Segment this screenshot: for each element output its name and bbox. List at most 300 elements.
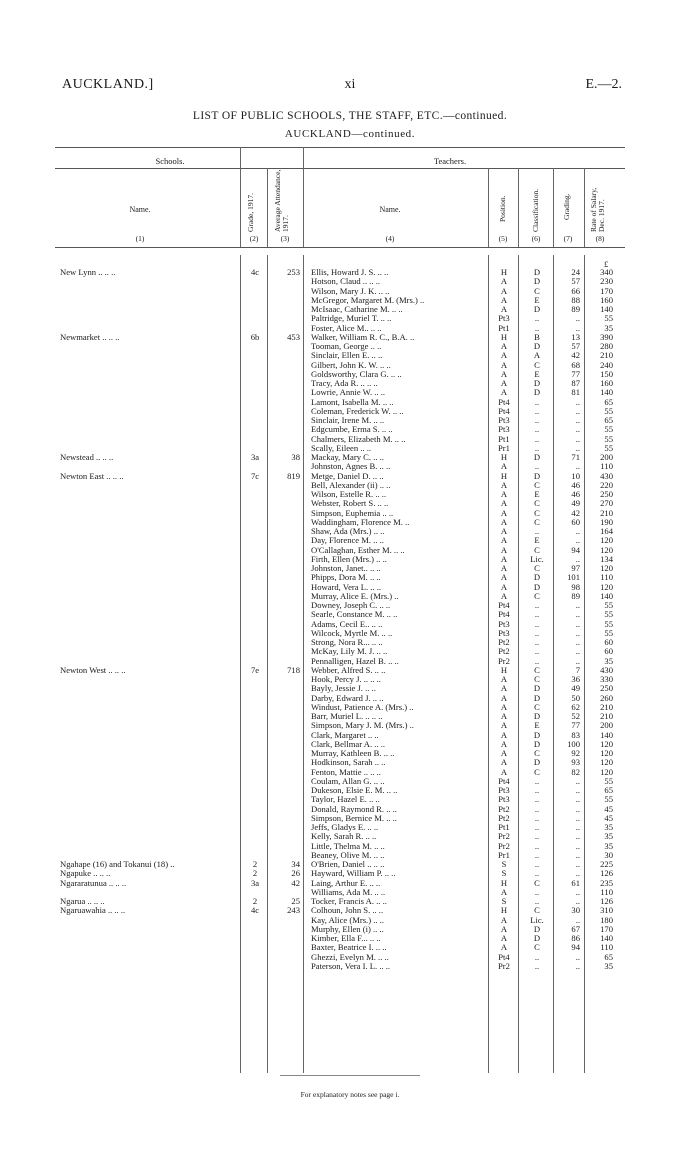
teacher-salary: 65 <box>604 396 613 407</box>
teacher-grading: .. <box>575 859 580 869</box>
teacher-position: H <box>500 877 508 888</box>
teacher-salary: 35 <box>604 655 613 666</box>
school-name: Ngaruawahia .. .. .. <box>60 906 126 916</box>
teacher-classification: E <box>534 294 540 305</box>
teacher-position: A <box>500 507 508 518</box>
teacher-classification: B <box>534 331 540 342</box>
teacher-salary: 120 <box>600 544 613 555</box>
teacher-name: Bell, Alexander (ii) .. .. <box>311 480 391 490</box>
teacher-name: Kimber, Ella F... .. .. <box>311 934 381 943</box>
table-row <box>0 694 700 703</box>
teacher-position: Pt3 <box>498 415 510 425</box>
teacher-position: Pt4 <box>498 775 510 786</box>
teacher-classification: C <box>534 498 540 509</box>
teacher-position: Pr1 <box>498 442 510 453</box>
table-row <box>0 416 700 425</box>
teacher-classification: A <box>533 350 541 361</box>
teacher-name: Lowrie, Annie W. .. .. <box>311 388 385 398</box>
teacher-position: A <box>500 581 508 592</box>
teacher-grading: 61 <box>571 877 580 888</box>
teacher-position: Pt4 <box>498 405 510 416</box>
table-row <box>0 305 700 314</box>
teacher-position: A <box>500 535 508 546</box>
teacher-name: Sinclair, Ellen E. .. .. <box>311 351 383 361</box>
teacher-salary: 55 <box>604 424 613 435</box>
table-row <box>0 731 700 740</box>
teacher-position: Pt2 <box>498 812 510 823</box>
teacher-classification: .. <box>534 646 540 657</box>
teacher-position: Pt4 <box>498 609 510 620</box>
teacher-salary: 60 <box>604 646 613 657</box>
teacher-position: Pt2 <box>498 637 510 647</box>
teacher-classification: D <box>533 581 541 592</box>
teacher-salary: 250 <box>600 683 613 694</box>
teacher-grading: 52 <box>571 711 580 721</box>
table-row <box>0 832 700 841</box>
teacher-grading: .. <box>575 461 580 472</box>
teacher-salary: 65 <box>604 415 613 425</box>
teacher-grading: .. <box>575 396 580 407</box>
school-grade: 3a <box>250 877 260 888</box>
table-row <box>0 361 700 370</box>
teacher-salary: 180 <box>600 914 613 925</box>
teacher-position: A <box>500 572 508 583</box>
table-row <box>0 629 700 638</box>
teacher-position: A <box>500 341 508 351</box>
teacher-classification: Lic. <box>530 914 544 925</box>
teacher-name: Hotson, Claud .. .. .. <box>311 277 380 287</box>
school-grade: 7e <box>250 664 260 675</box>
teacher-classification: C <box>534 359 540 370</box>
teacher-name: McKay, Lily M. J. .. .. <box>311 647 388 657</box>
table-row <box>0 814 700 823</box>
teacher-name: Paltridge, Muriel T. .. .. <box>311 314 392 324</box>
teacher-classification: C <box>534 877 540 888</box>
teacher-position: A <box>500 914 508 925</box>
table-row <box>0 583 700 592</box>
teacher-classification: D <box>533 683 541 694</box>
table-row <box>0 879 700 888</box>
teacher-classification: D <box>533 572 541 583</box>
teacher-grading: 50 <box>571 692 580 703</box>
teacher-position: H <box>500 267 508 277</box>
teacher-name: Searle, Constance M. .. .. <box>311 610 398 620</box>
table-row <box>0 647 700 656</box>
teacher-position: A <box>500 276 508 287</box>
teacher-grading: 42 <box>571 350 580 361</box>
teacher-grading: 93 <box>571 757 580 768</box>
school-grade: 7c <box>250 470 260 481</box>
teacher-grading: 86 <box>571 933 580 943</box>
table-subtitle: AUCKLAND—continued. <box>284 128 416 140</box>
teacher-salary: 35 <box>604 822 613 832</box>
teacher-grading: .. <box>575 812 580 823</box>
table-row <box>0 943 700 952</box>
teacher-name: Murray, Kathleen B. .. .. <box>311 749 395 758</box>
teacher-classification: .. <box>534 896 540 906</box>
teacher-classification: .. <box>534 405 540 416</box>
teacher-position: A <box>500 942 508 953</box>
currency-symbol: £ <box>604 259 609 269</box>
teacher-position: Pt4 <box>498 396 510 407</box>
running-header-left: AUCKLAND.] <box>62 77 154 92</box>
teacher-salary: 430 <box>600 470 613 481</box>
teacher-salary: 110 <box>600 886 613 897</box>
teacher-name: McIsaac, Catharine M. .. .. <box>311 305 403 314</box>
table-row <box>0 444 700 453</box>
teacher-name: Simpson, Bernice M. .. .. <box>311 813 397 823</box>
table-row <box>0 666 700 675</box>
teacher-grading: 97 <box>571 563 580 573</box>
teacher-position: A <box>500 923 508 934</box>
teacher-name: Tooman, George .. .. <box>311 342 382 351</box>
teacher-position: A <box>500 590 508 601</box>
teacher-salary: 220 <box>600 479 613 490</box>
teacher-salary: 55 <box>604 609 613 620</box>
teacher-name: Shaw, Ada (Mrs.) .. .. <box>311 527 385 536</box>
teacher-salary: 140 <box>600 590 613 601</box>
teacher-grading: 60 <box>571 516 580 527</box>
teacher-position: A <box>500 674 508 684</box>
school-grade: 2 <box>252 896 258 906</box>
teacher-name: Bayly, Jessie J. .. .. <box>311 684 376 694</box>
teacher-salary: 200 <box>600 720 613 731</box>
teacher-position: Pt3 <box>498 627 510 638</box>
table-row <box>0 546 700 555</box>
teacher-salary: 126 <box>600 868 613 879</box>
teacher-name: Wilson, Estelle R. .. .. <box>311 490 387 499</box>
teacher-classification: D <box>533 378 541 388</box>
table-row <box>0 795 700 804</box>
school-name: Newton East .. .. .. <box>60 471 124 481</box>
teacher-grading: 77 <box>571 368 580 379</box>
teacher-grading: .. <box>575 646 580 657</box>
teacher-name: Tocker, Francis A. .. .. <box>311 897 387 906</box>
teacher-classification: D <box>533 711 541 721</box>
teacher-name: Wilcock, Myrtle M. .. .. <box>311 628 393 638</box>
teacher-grading: 87 <box>571 378 580 388</box>
teacher-position: A <box>500 563 508 573</box>
table-row <box>0 916 700 925</box>
teacher-classification: .. <box>534 794 540 805</box>
table-row <box>0 610 700 619</box>
teacher-classification: D <box>533 452 541 462</box>
teacher-position: A <box>500 378 508 388</box>
teacher-classification: .. <box>534 461 540 472</box>
teacher-grading: .. <box>575 637 580 647</box>
teacher-name: Coulam, Allan G. .. .. <box>311 776 385 786</box>
teacher-position: A <box>500 701 508 712</box>
table-row <box>0 842 700 851</box>
teacher-classification: D <box>533 341 541 351</box>
table-row <box>0 555 700 564</box>
teacher-classification: C <box>534 590 540 601</box>
teacher-position: Pt3 <box>498 424 510 435</box>
table-row <box>0 527 700 536</box>
vrule <box>553 168 554 247</box>
table-row <box>0 268 700 277</box>
teacher-grading: 62 <box>571 701 580 712</box>
teacher-classification: .. <box>534 868 540 879</box>
col-number: (8) <box>595 234 605 243</box>
teacher-classification: E <box>534 535 540 546</box>
teacher-name: Ellis, Howard J. S. .. .. <box>311 268 389 277</box>
teacher-salary: 120 <box>600 748 613 758</box>
teacher-classification: .. <box>534 433 540 444</box>
teacher-salary: 120 <box>600 757 613 768</box>
col-number: (3) <box>280 234 290 243</box>
teacher-salary: 310 <box>600 905 613 916</box>
teacher-name: Mackay, Mary C. .. .. <box>311 453 384 462</box>
teacher-position: Pr2 <box>498 831 510 842</box>
teacher-grading: .. <box>575 553 580 564</box>
school-name: Newton West .. .. .. <box>60 665 126 675</box>
teacher-grading: 46 <box>571 489 580 499</box>
teacher-position: Pt4 <box>498 951 510 962</box>
teacher-grading: 10 <box>571 470 580 481</box>
teacher-name: Dukeson, Elsie E. M. .. .. <box>311 786 398 795</box>
school-name: Ngararatunua .. .. .. <box>60 878 127 888</box>
teacher-name: Murphy, Ellen (i) .. .. <box>311 924 384 934</box>
teacher-salary: 55 <box>604 442 613 453</box>
table-row <box>0 703 700 712</box>
table-row <box>0 398 700 407</box>
col-number: (6) <box>531 234 541 243</box>
teacher-name: Firth, Ellen (Mrs.) .. .. <box>311 554 387 564</box>
teacher-position: A <box>500 738 508 749</box>
teacher-grading: 68 <box>571 359 580 370</box>
teacher-name: Clark, Bellmar A. .. .. <box>311 739 385 749</box>
teacher-salary: 230 <box>600 276 613 287</box>
teacher-salary: 250 <box>600 489 613 499</box>
teacher-classification: .. <box>534 803 540 814</box>
teacher-name: O'Brien, Daniel .. .. .. <box>311 860 385 869</box>
teacher-classification: C <box>534 766 540 777</box>
table-row <box>0 453 700 462</box>
table-title: LIST OF PUBLIC SCHOOLS, THE STAFF, ETC.—continued. <box>192 110 508 122</box>
table-row <box>0 860 700 869</box>
table-row <box>0 296 700 305</box>
teacher-name: Little, Thelma M. .. .. <box>311 841 385 851</box>
teacher-position: A <box>500 387 508 398</box>
teacher-position: S <box>501 868 507 879</box>
teachers-group-heading: Teachers. <box>433 156 467 166</box>
teacher-salary: 35 <box>604 960 613 971</box>
teacher-salary: 55 <box>604 433 613 444</box>
teacher-salary: 140 <box>600 387 613 398</box>
teacher-grading: .. <box>575 405 580 416</box>
teacher-name: Howard, Vera L. .. .. <box>311 582 382 592</box>
average-attendance: 253 <box>287 267 300 277</box>
teacher-grading: .. <box>575 886 580 897</box>
teacher-classification: D <box>533 276 541 287</box>
teacher-classification: .. <box>534 822 540 832</box>
teacher-name: Goldsworthy, Clara G. .. .. <box>311 369 402 379</box>
teacher-name: Gilbert, John K. W. .. .. <box>311 360 391 370</box>
teacher-name: Williams, Ada M. .. .. <box>311 887 386 897</box>
teacher-salary: 60 <box>604 637 613 647</box>
teacher-classification: .. <box>534 526 540 536</box>
teacher-grading: .. <box>575 609 580 620</box>
classification-heading: Classification. <box>531 188 540 232</box>
teacher-grading: .. <box>575 868 580 879</box>
teacher-position: H <box>500 452 508 462</box>
teacher-position: A <box>500 479 508 490</box>
teacher-classification: .. <box>534 840 540 851</box>
teacher-name: Clark, Margaret .. .. <box>311 730 379 740</box>
teacher-classification: D <box>533 470 541 481</box>
teacher-salary: 45 <box>604 803 613 814</box>
table-row <box>0 287 700 296</box>
teacher-classification: .. <box>534 424 540 435</box>
teacher-grading: 46 <box>571 479 580 490</box>
teacher-grading: .. <box>575 535 580 546</box>
table-row <box>0 777 700 786</box>
school-grade: 4c <box>250 267 260 277</box>
school-grade: 6b <box>250 331 260 342</box>
table-row <box>0 657 700 666</box>
teacher-classification: D <box>533 729 541 740</box>
teacher-classification: C <box>534 285 540 296</box>
teacher-grading: 101 <box>567 572 580 583</box>
teacher-classification: .. <box>534 415 540 425</box>
salary-heading: Rate of Salary, Dec. 1917. <box>589 187 606 232</box>
teacher-classification: .. <box>534 396 540 407</box>
teacher-position: Pt1 <box>498 433 510 444</box>
teacher-grading: .. <box>575 433 580 444</box>
teacher-grading: 92 <box>571 748 580 758</box>
teacher-grading: 49 <box>571 498 580 509</box>
teacher-salary: 55 <box>604 618 613 629</box>
table-row <box>0 786 700 795</box>
school-name-heading: Name. <box>129 205 151 214</box>
teacher-salary: 140 <box>600 304 613 314</box>
teacher-name: Simpson, Mary J. M. (Mrs.) .. <box>311 721 414 731</box>
table-row <box>0 823 700 832</box>
teacher-salary: 55 <box>604 405 613 416</box>
position-heading: Position. <box>498 195 507 222</box>
teacher-name: Johnston, Janet.. .. .. <box>311 564 381 573</box>
teacher-classification: .. <box>534 627 540 638</box>
teacher-position: A <box>500 683 508 694</box>
teacher-classification: .. <box>534 812 540 823</box>
table-row <box>0 490 700 499</box>
school-grade: 2 <box>252 859 258 869</box>
vrule <box>240 147 241 247</box>
school-name: Newstead .. .. .. <box>60 453 114 462</box>
teacher-grading: 94 <box>571 544 580 555</box>
teacher-grading: 81 <box>571 387 580 398</box>
teacher-name: Barr, Muriel L. .. .. .. <box>311 712 383 721</box>
teacher-position: A <box>500 757 508 768</box>
teacher-grading: 94 <box>571 942 580 953</box>
teacher-salary: 430 <box>600 664 613 675</box>
teacher-name: Pennalligen, Hazel B. .. .. <box>311 656 399 666</box>
vrule <box>303 147 304 247</box>
teacher-position: Pt3 <box>498 794 510 805</box>
schools-group-heading: Schools. <box>155 156 185 166</box>
table-row <box>0 805 700 814</box>
teacher-name: Donald, Raymond R. .. .. <box>311 804 397 814</box>
table-row <box>0 472 700 481</box>
teacher-position: A <box>500 489 508 499</box>
teacher-position: A <box>500 553 508 564</box>
teacher-position: S <box>501 859 507 869</box>
average-attendance: 819 <box>287 470 300 481</box>
table-bottom-rule <box>280 1075 420 1076</box>
average-attendance: 34 <box>291 859 300 869</box>
teacher-salary: 120 <box>600 581 613 592</box>
school-name: Newmarket .. .. .. <box>60 332 120 342</box>
teacher-name: Waddingham, Florence M. .. <box>311 517 410 527</box>
teacher-grading: .. <box>575 313 580 324</box>
teacher-grading: 89 <box>571 304 580 314</box>
teacher-position: Pt3 <box>498 618 510 629</box>
teacher-classification: D <box>533 923 541 934</box>
teacher-name: Windust, Patience A. (Mrs.) .. <box>311 702 414 712</box>
footnote: For explanatory notes see page i. <box>300 1090 400 1099</box>
average-attendance: 38 <box>291 452 300 462</box>
teacher-position: A <box>500 350 508 361</box>
teacher-grading: 57 <box>571 276 580 287</box>
teacher-classification: D <box>533 267 541 277</box>
teacher-classification: .. <box>534 849 540 860</box>
attendance-heading: Average Attendance, 1917. <box>273 169 290 232</box>
teacher-grading: 7 <box>575 664 580 675</box>
teacher-classification: E <box>534 368 540 379</box>
col-number: (4) <box>385 234 395 243</box>
teacher-salary: 120 <box>600 738 613 749</box>
teacher-grading: 42 <box>571 507 580 518</box>
teacher-classification: C <box>534 664 540 675</box>
teacher-salary: 55 <box>604 794 613 805</box>
teacher-grading: 13 <box>571 331 580 342</box>
teacher-salary: 160 <box>600 294 613 305</box>
teacher-position: Pr2 <box>498 960 510 971</box>
teacher-classification: .. <box>534 951 540 962</box>
teacher-salary: 110 <box>600 942 613 953</box>
teacher-classification: C <box>534 507 540 518</box>
table-row <box>0 379 700 388</box>
teacher-name: Colhoun, John S. .. .. <box>311 906 384 916</box>
col-number: (1) <box>135 234 145 243</box>
teacher-classification: C <box>534 701 540 712</box>
teacher-position: A <box>500 294 508 305</box>
header-bottom-rule <box>55 247 625 248</box>
school-grade: 2 <box>252 868 258 879</box>
teacher-grading: 57 <box>571 341 580 351</box>
teacher-classification: .. <box>534 886 540 897</box>
teacher-name: Kelly, Sarah R. .. .. <box>311 832 377 842</box>
teacher-salary: 55 <box>604 627 613 638</box>
teacher-classification: C <box>534 516 540 527</box>
teacher-grading: 67 <box>571 923 580 934</box>
teacher-name: Fenton, Mattie .. .. .. <box>311 767 381 777</box>
teacher-salary: 260 <box>600 692 613 703</box>
teacher-grading: .. <box>575 600 580 610</box>
teacher-name: Jeffs, Gladys E. .. .. <box>311 823 379 832</box>
table-row <box>0 277 700 286</box>
teacher-salary: 210 <box>600 350 613 361</box>
teacher-name: Lamont, Isabella M. .. .. <box>311 397 394 407</box>
teacher-salary: 55 <box>604 313 613 324</box>
teacher-position: H <box>500 470 508 481</box>
col-number: (7) <box>563 234 573 243</box>
vrule <box>267 168 268 247</box>
table-row <box>0 518 700 527</box>
teacher-salary: 200 <box>600 452 613 462</box>
teacher-position: A <box>500 461 508 472</box>
